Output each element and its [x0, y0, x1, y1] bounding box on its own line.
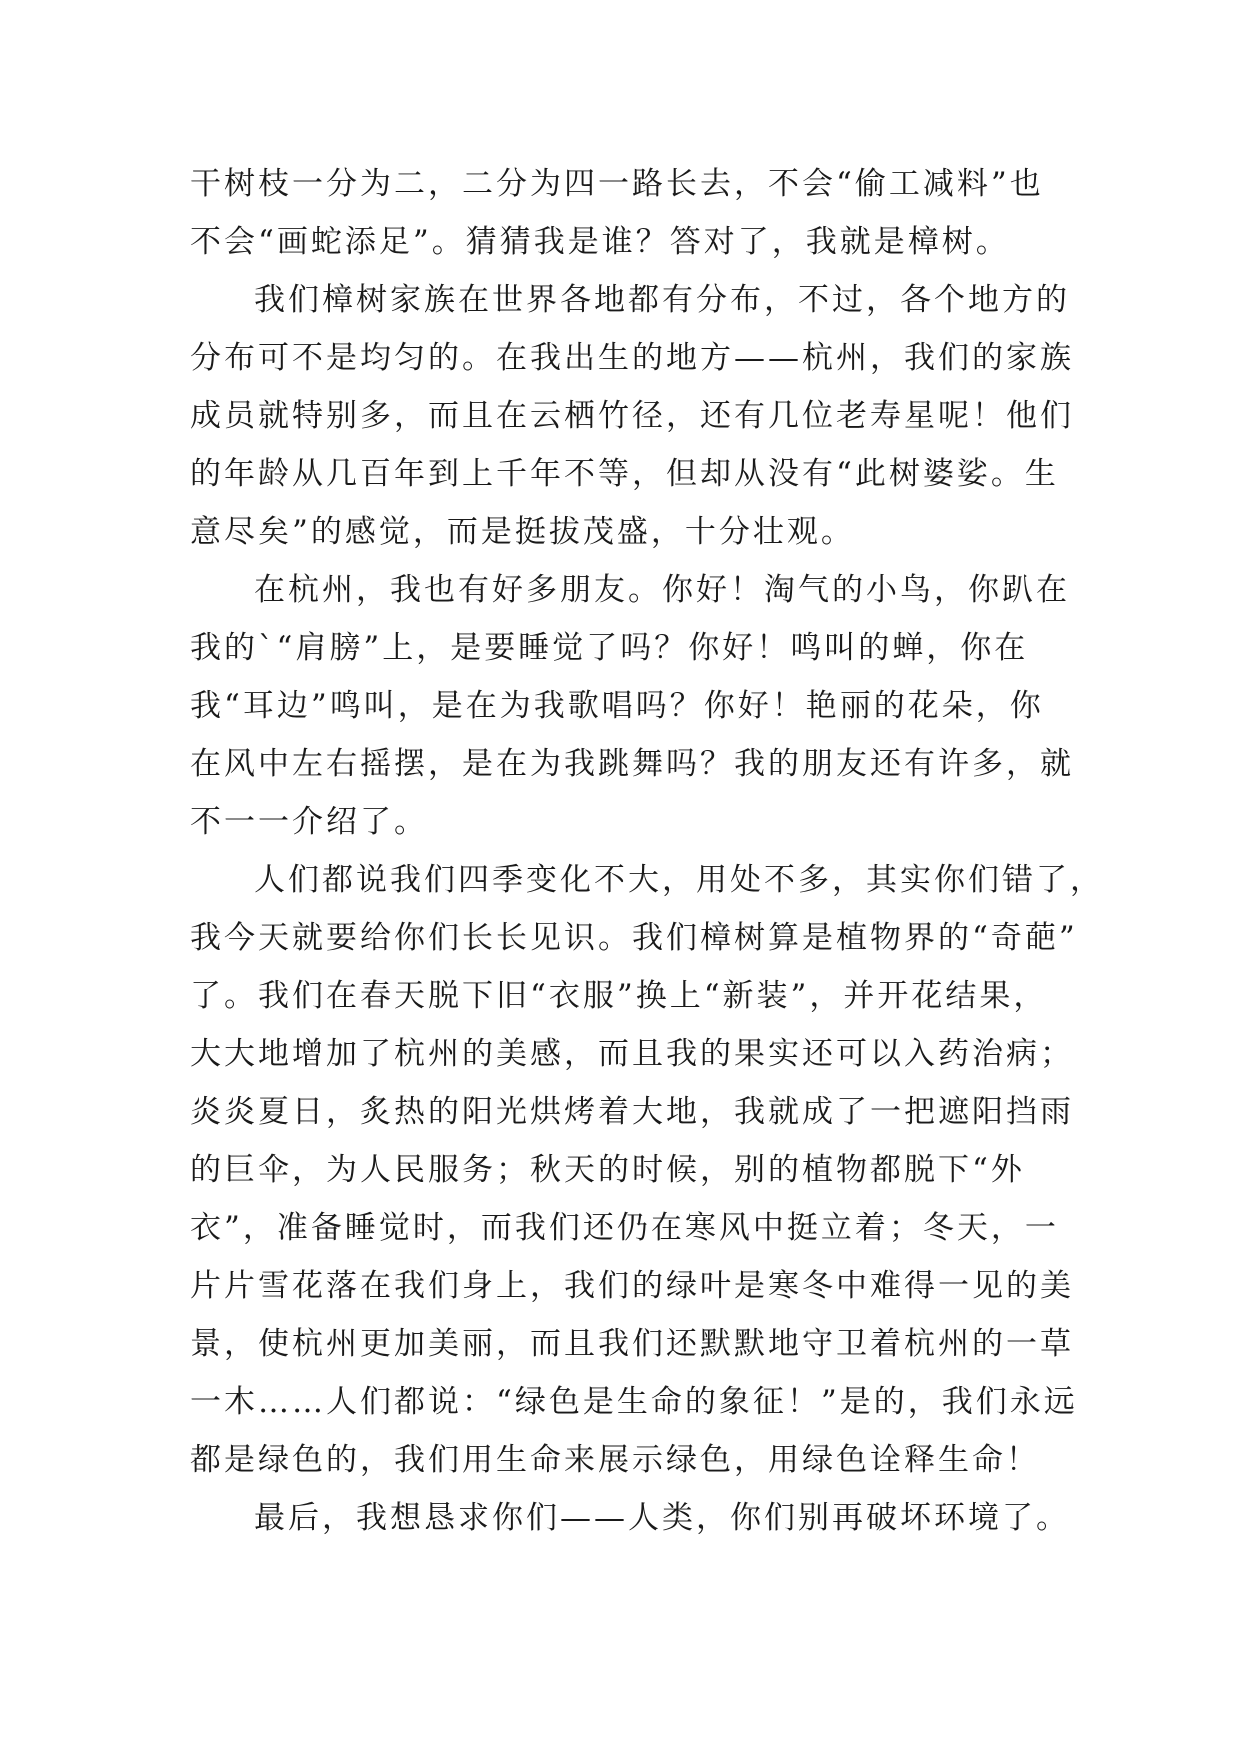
essay-body	[190, 155, 1104, 1547]
text-line: 我今天就要给你们长长见识。我们樟树算是植物界的“奇葩”	[190, 920, 1078, 956]
text-line: 片片雪花落在我们身上，我们的绿叶是寒冬中难得一见的美	[190, 1268, 1074, 1304]
text-line: 了。我们在春天脱下旧“衣服”换上“新装”，并开花结果，	[190, 978, 1048, 1014]
text-line: 的巨伞，为人民服务；秋天的时候，别的植物都脱下“外	[190, 1152, 1025, 1188]
text-line: 一木……人们都说：“绿色是生命的象征！”是的，我们永远	[190, 1384, 1078, 1420]
text-line: 在杭州，我也有好多朋友。你好！淘气的小鸟，你趴在	[254, 572, 1070, 608]
text-line: 分布可不是均匀的。在我出生的地方——杭州，我们的家族	[190, 340, 1074, 376]
text-line: 我的`“肩膀”上，是要睡觉了吗？你好！鸣叫的蝉，你在	[190, 630, 1029, 666]
text-line: 大大地增加了杭州的美感，而且我的果实还可以入药治病；	[190, 1036, 1074, 1072]
text-line: 人们都说我们四季变化不大，用处不多，其实你们错了，	[254, 862, 1104, 898]
text-line: 不一一介绍了。	[190, 804, 428, 840]
text-line: 衣”，准备睡觉时，而我们还仍在寒风中挺立着；冬天，一	[190, 1210, 1059, 1246]
text-line: 意尽矣”的感觉，而是挺拔茂盛，十分壮观。	[190, 514, 855, 550]
text-line: 最后，我想恳求你们——人类，你们别再破坏环境了。	[254, 1500, 1070, 1536]
text-line: 在风中左右摇摆，是在为我跳舞吗？我的朋友还有许多，就	[190, 746, 1074, 782]
text-line: 景，使杭州更加美丽，而且我们还默默地守卫着杭州的一草	[190, 1326, 1074, 1362]
text-line: 干树枝一分为二，二分为四一路长去，不会“偷工减料”也	[190, 166, 1044, 202]
text-line: 不会“画蛇添足”。猜猜我是谁？答对了，我就是樟树。	[190, 224, 1010, 260]
text-line: 我“耳边”鸣叫，是在为我歌唱吗？你好！艳丽的花朵，你	[190, 688, 1044, 724]
text-line: 的年龄从几百年到上千年不等，但却从没有“此树婆娑。生	[190, 456, 1059, 492]
text-line: 成员就特别多，而且在云栖竹径，还有几位老寿星呢！他们	[190, 398, 1074, 434]
text-line: 都是绿色的，我们用生命来展示绿色，用绿色诠释生命！	[190, 1442, 1040, 1478]
text-line: 我们樟树家族在世界各地都有分布，不过，各个地方的	[254, 282, 1070, 318]
text-line: 炎炎夏日，炙热的阳光烘烤着大地，我就成了一把遮阳挡雨	[190, 1094, 1074, 1130]
